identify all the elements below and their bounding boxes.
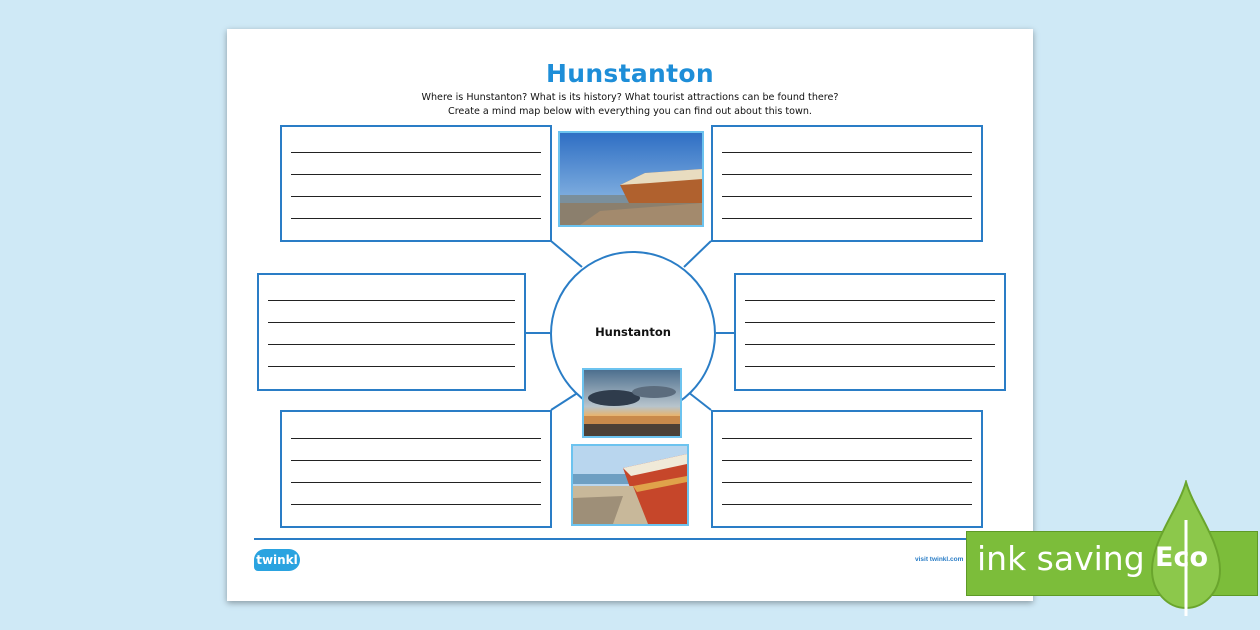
worksheet-question: Where is Hunstanton? What is its history? What tourist attractions can be found there? (421, 92, 839, 103)
writing-line (722, 438, 972, 439)
mind-map-box-middle-left[interactable] (257, 273, 526, 391)
eco-label: Eco (1155, 542, 1208, 573)
writing-line (722, 174, 972, 175)
writing-line (268, 322, 515, 323)
writing-line (722, 460, 972, 461)
connector-bottom-right (688, 392, 711, 410)
writing-line (745, 300, 995, 301)
writing-line (722, 196, 972, 197)
writing-line (722, 504, 972, 505)
writing-line (291, 482, 541, 483)
worksheet-page (227, 29, 1033, 601)
striped-cliffs-photo (571, 444, 689, 526)
connector-top-left (551, 241, 582, 267)
ink-saving-label: ink saving (977, 539, 1145, 578)
cliff-beach-photo (558, 131, 704, 227)
writing-line (722, 152, 972, 153)
writing-line (291, 174, 541, 175)
writing-line (722, 218, 972, 219)
mind-map-box-bottom-left[interactable] (280, 410, 552, 528)
sunset-sea-photo (582, 368, 682, 438)
worksheet-instruction: Create a mind map below with everything you can find out about this town. (448, 106, 812, 117)
writing-line (291, 218, 541, 219)
mind-map-box-top-left[interactable] (280, 125, 552, 242)
mind-map-box-bottom-right[interactable] (711, 410, 983, 528)
twinkl-logo: twinkl (254, 549, 300, 571)
writing-line (291, 460, 541, 461)
worksheet-title: Hunstanton (546, 59, 714, 88)
writing-line (268, 344, 515, 345)
writing-line (291, 438, 541, 439)
writing-line (745, 366, 995, 367)
visit-link[interactable]: visit twinkl.com (915, 556, 964, 563)
mind-map-box-middle-right[interactable] (734, 273, 1006, 391)
writing-line (745, 344, 995, 345)
footer-divider (254, 538, 1007, 540)
connector-top-right (684, 241, 711, 267)
connector-bottom-left (551, 392, 579, 410)
mind-map-box-top-right[interactable] (711, 125, 983, 242)
writing-line (291, 196, 541, 197)
writing-line (268, 300, 515, 301)
writing-line (291, 504, 541, 505)
writing-line (291, 152, 541, 153)
mind-map-center-label: Hunstanton (595, 325, 671, 339)
writing-line (745, 322, 995, 323)
writing-line (722, 482, 972, 483)
writing-line (268, 366, 515, 367)
